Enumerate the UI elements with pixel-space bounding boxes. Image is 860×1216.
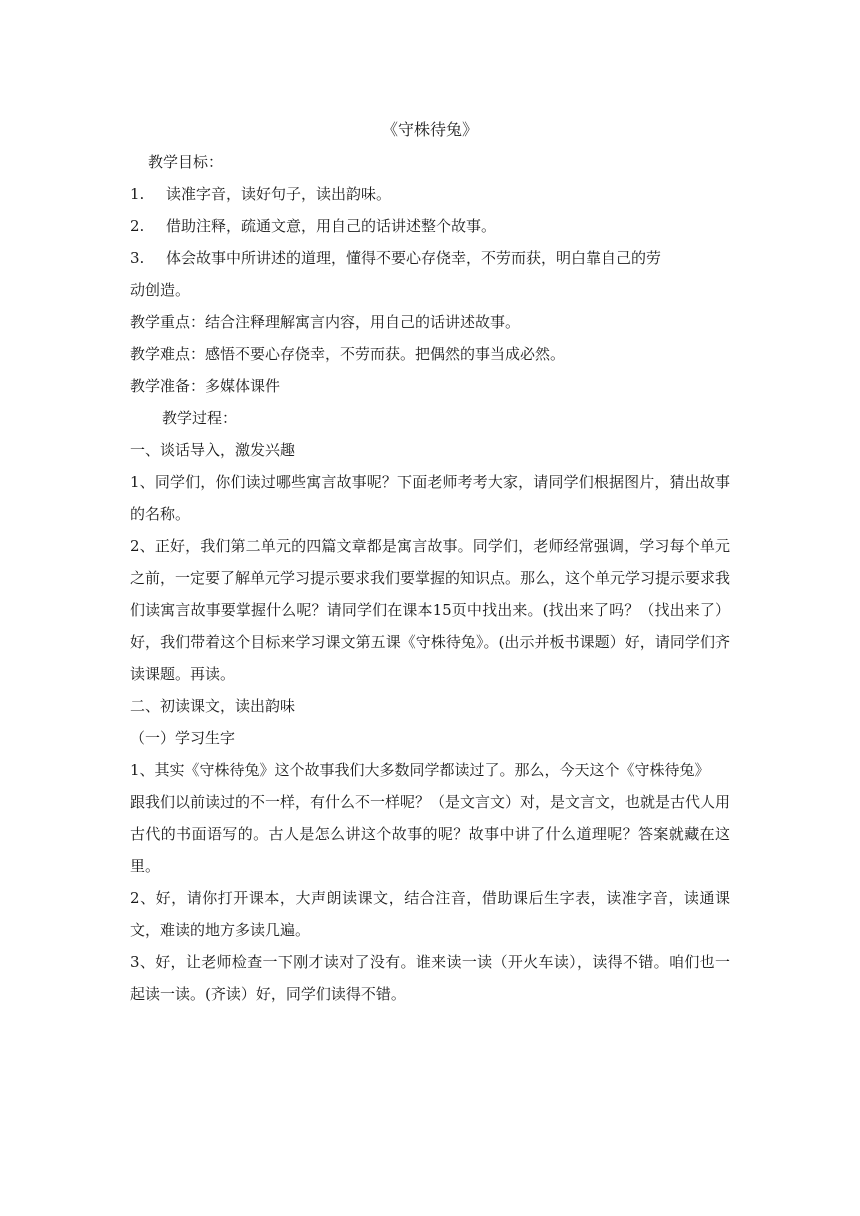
goal-item — [130, 178, 730, 210]
paragraph: 1、其实《守株待兔》这个故事我们大多数同学都读过了。那么，今天这个《守株待兔》 — [130, 761, 710, 779]
goal-item — [130, 210, 730, 242]
document-body — [130, 114, 730, 1010]
paragraph: 跟我们以前读过的不一样，有什么不一样呢？（是文言文）对，是文言文，也就是古代人用古代的书面语写的。古人是怎么讲这个故事的呢？故事中讲了什么道理呢？答案就藏在这里。 — [130, 793, 731, 875]
difficulty: 教学难点：感悟不要心存侥幸，不劳而获。把偶然的事当成必然。 — [130, 345, 566, 363]
goal-item-continuation: 动创造。 — [130, 281, 191, 299]
section-heading: 二、初读课文，读出韵味 — [130, 697, 296, 715]
paragraph: 3、好，让老师检查一下刚才读对了没有。谁来读一读（开火车读），读得不错。咱们也一起读一读。(齐读）好，同学们读得不错。 — [130, 953, 730, 1003]
goal-number: 1. — [130, 185, 145, 203]
goal-number: 2. — [130, 217, 145, 235]
section-heading: 一、谈话导入，激发兴趣 — [130, 441, 296, 459]
goal-text: 体会故事中所讲述的道理，懂得不要心存侥幸，不劳而获，明白靠自己的劳 — [166, 249, 662, 267]
key-point: 教学重点：结合注释理解寓言内容，用自己的话讲述故事。 — [130, 313, 521, 331]
process-heading: 教学过程： — [162, 409, 238, 427]
goal-text: 读准字音，读好句子，读出韵味。 — [166, 185, 392, 203]
page-title: 《守株待兔》 — [381, 120, 478, 139]
goal-text: 借助注释，疏通文意，用自己的话讲述整个故事。 — [166, 217, 497, 235]
subsection-heading: （一）学习生字 — [130, 729, 236, 747]
preparation: 教学准备：多媒体课件 — [130, 377, 281, 395]
goal-item — [130, 242, 730, 274]
paragraph: 2、正好，我们第二单元的四篇文章都是寓言故事。同学们，老师经常强调，学习每个单元之前，一定要了解单元学习提示要求我们要掌握的知识点。那么，这个单元学习提示要求我们读寓言故事要掌握什么呢？请同学们在课本15页中找出来。(找出来了吗？（找出来了）好，我们带着这个目标来学习课文第五课《守株待兔》。(出示并板书课题）好，请同学们齐读课题。再读。 — [130, 537, 731, 683]
paragraph: 2、好，请你打开课本，大声朗读课文，结合注音，借助课后生字表，读准字音，读通课文，难读的地方多读几遍。 — [130, 889, 730, 939]
goals-heading: 教学目标： — [148, 153, 224, 171]
paragraph: 1、同学们，你们读过哪些寓言故事呢？下面老师考考大家，请同学们根据图片，猜出故事的名称。 — [130, 473, 730, 523]
goal-number: 3. — [130, 249, 145, 267]
